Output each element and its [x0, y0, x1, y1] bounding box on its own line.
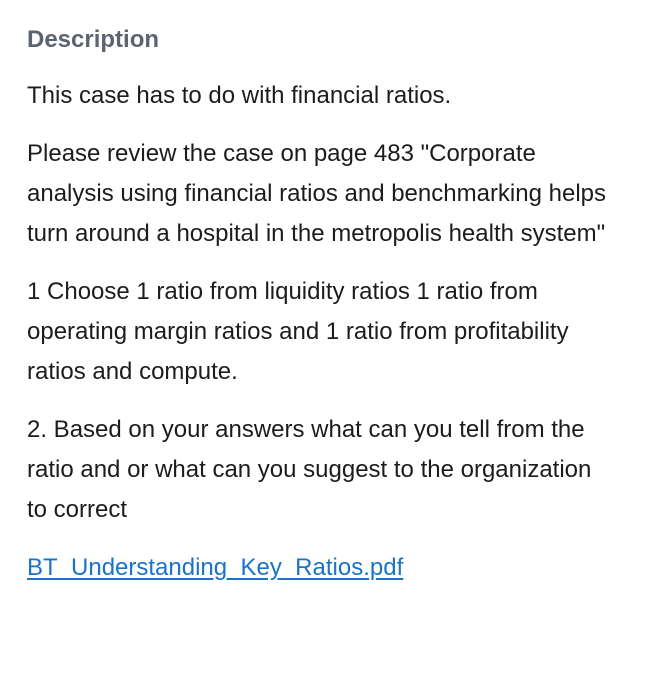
- description-paragraph-task-2: 2. Based on your answers what can you tell from the ratio and or what can you suggest to the organization to correct: [27, 416, 592, 523]
- description-paragraph-intro: This case has to do with financial ratios.: [27, 82, 452, 109]
- description-paragraph-task-1: 1 Choose 1 ratio from liquidity ratios 1 ratio from operating margin ratios and 1 ratio from profitability ratios and compute.: [27, 278, 569, 385]
- description-heading: Description: [27, 26, 160, 53]
- description-paragraph-case-reference: Please review the case on page 483 "Corporate analysis using financial ratios and benchmarking helps turn around a hospital in the metropolis health system": [27, 140, 606, 247]
- attachment-pdf-link[interactable]: BT_Understanding_Key_Ratios.pdf: [27, 554, 404, 581]
